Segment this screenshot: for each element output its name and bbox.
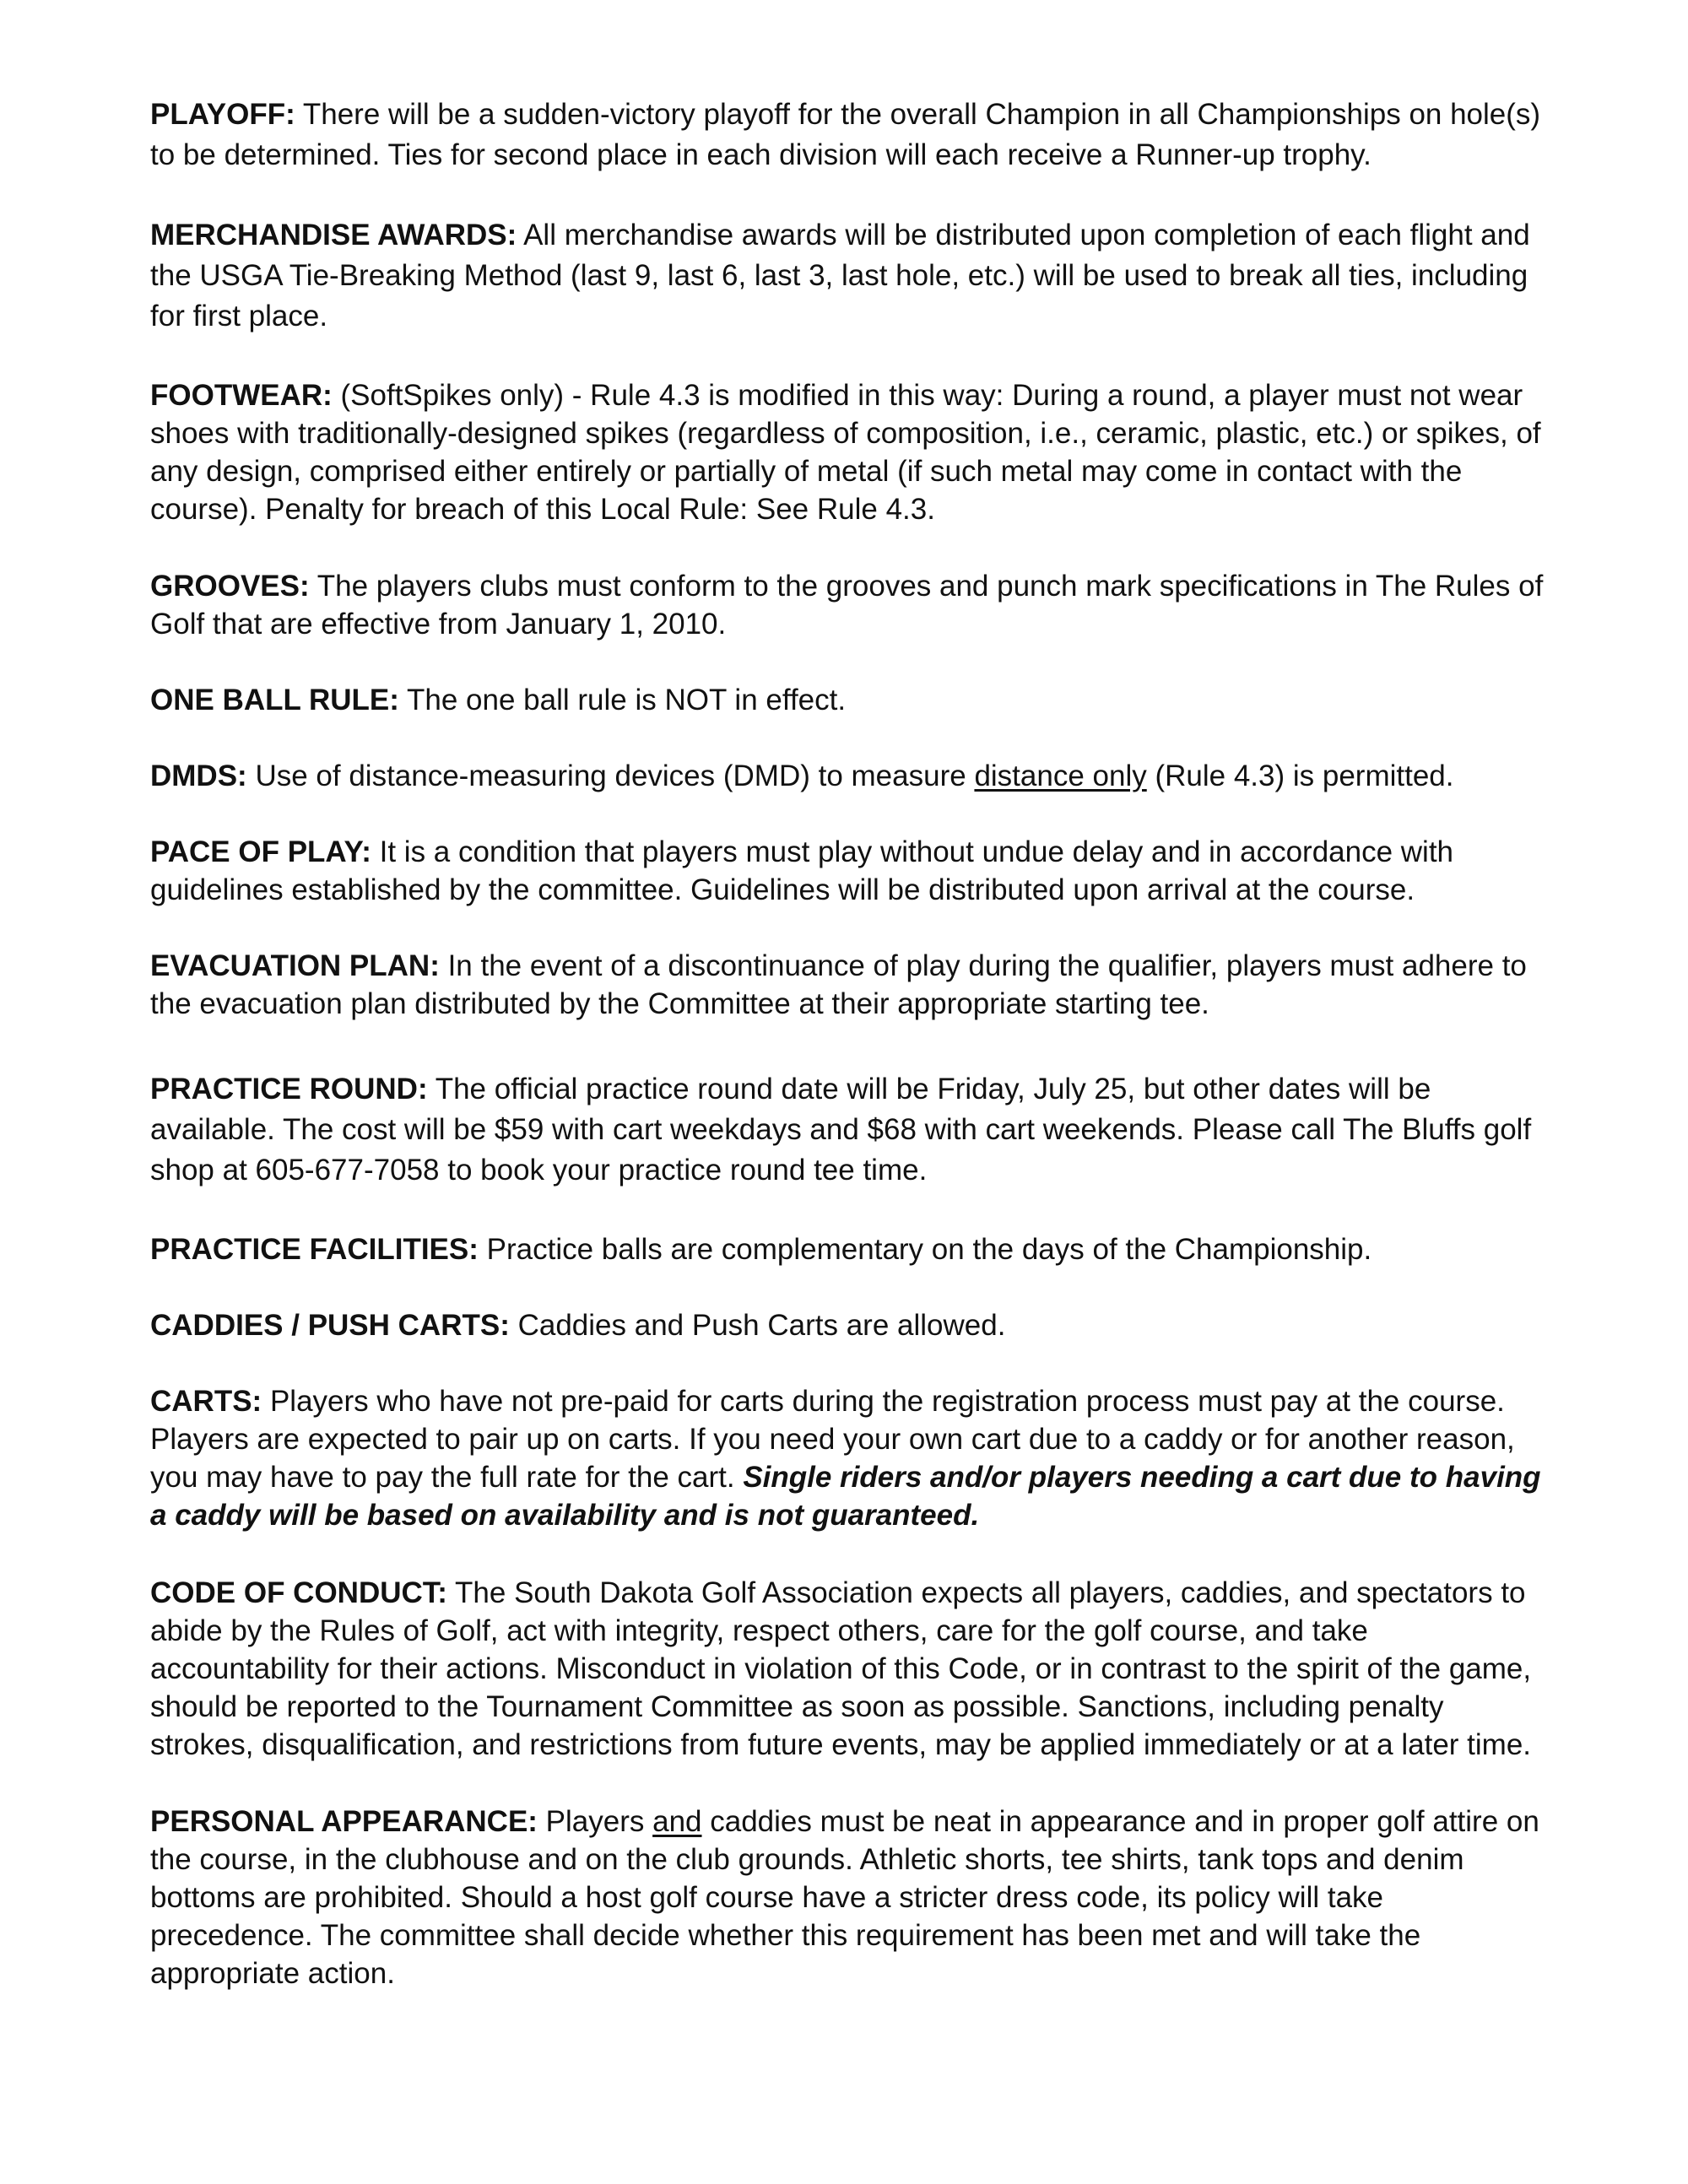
section-text: Use of distance-measuring devices (DMD) to measure: [246, 760, 975, 792]
section-evacuation-plan: [150, 947, 1551, 1023]
section-playoff: [150, 95, 1551, 176]
section-grooves: [150, 567, 1551, 643]
document-page: [150, 95, 1551, 1992]
section-label: EVACUATION PLAN:: [150, 949, 440, 982]
section-one-ball-rule: [150, 681, 1551, 719]
section-text: caddies must be neat in appearance and in proper golf attire on the course, in the clubhouse and on the club grounds. Athletic shorts, tee shirts, tank tops and denim bottoms are prohibited. Should a host golf course have a stricter dress code, its policy will take precedence. The committee shall decide whether this requirement has been met and will take the appropriate action.: [150, 1805, 1539, 1990]
section-text: (Rule 4.3) is permitted.: [1146, 760, 1454, 792]
section-text: Caddies and Push Carts are allowed.: [509, 1309, 1006, 1342]
underlined-text: and: [652, 1805, 702, 1838]
section-text: The one ball rule is NOT in effect.: [398, 684, 847, 716]
section-carts: [150, 1382, 1551, 1534]
section-personal-appearance: [150, 1803, 1551, 1992]
section-label: CODE OF CONDUCT:: [150, 1576, 447, 1609]
section-text: Players who have not pre-paid for carts during the registration process must pay at the course. Players are expected to pair up on carts. If you need your own cart due to a caddy or for another reason, you may have to pay the full rate for the cart.: [150, 1385, 1515, 1494]
section-merchandise-awards: [150, 215, 1551, 337]
section-label: CARTS:: [150, 1385, 262, 1418]
section-text: All merchandise awards will be distributed upon completion of each flight and the USGA Tie-Breaking Method (last 9, last 6, last 3, last hole, etc.) will be used to break all ties, including for first place.: [150, 219, 1530, 332]
section-label: PERSONAL APPEARANCE:: [150, 1805, 538, 1838]
section-practice-facilities: [150, 1230, 1551, 1268]
section-label: FOOTWEAR:: [150, 379, 333, 412]
section-footwear: [150, 376, 1551, 528]
section-label: ONE BALL RULE:: [150, 684, 399, 716]
section-label: MERCHANDISE AWARDS:: [150, 219, 517, 251]
section-text: The South Dakota Golf Association expects all players, caddies, and spectators to abide by the Rules of Golf, act with integrity, respect others, care for the golf course, and take accountability for their actions. Misconduct in violation of this Code, or in contrast to the spirit of the game, should be reported to the Tournament Committee as soon as possible. Sanctions, including penalty strokes, disqualification, and restrictions from future events, may be applied immediately or at a later time.: [150, 1576, 1532, 1761]
section-label: PACE OF PLAY:: [150, 835, 371, 868]
section-label: PRACTICE FACILITIES:: [150, 1233, 479, 1266]
section-code-of-conduct: [150, 1574, 1551, 1764]
section-label: PRACTICE ROUND:: [150, 1073, 428, 1106]
emphasis-text: Single riders and/or players needing a cart due to having a caddy will be based on availability and is not guaranteed.: [150, 1461, 1541, 1532]
section-text: It is a condition that players must play without undue delay and in accordance with guidelines established by the committee. Guidelines will be distributed upon arrival at the course.: [150, 835, 1454, 906]
section-text: In the event of a discontinuance of play during the qualifier, players must adhere to the evacuation plan distributed by the Committee at their appropriate starting tee.: [150, 949, 1527, 1020]
section-text: The official practice round date will be Friday, July 25, but other dates will be available. The cost will be $59 with cart weekdays and $68 with cart weekends. Please call The Bluffs golf shop at 605-677-7058 to book your practice round tee time.: [150, 1073, 1532, 1187]
section-text: (SoftSpikes only) - Rule 4.3 is modified in this way: During a round, a player must not wear shoes with traditionally-designed spikes (regardless of composition, i.e., ceramic, plastic, etc.) or spikes, of any design, comprised either entirely or partially of metal (if such metal may come in contact with the course). Penalty for breach of this Local Rule: See Rule 4.3.: [150, 379, 1541, 526]
section-label: GROOVES:: [150, 570, 310, 603]
section-practice-round: [150, 1069, 1551, 1191]
section-pace-of-play: [150, 833, 1551, 909]
section-label: PLAYOFF:: [150, 98, 295, 131]
section-text: There will be a sudden-victory playoff for the overall Champion in all Championships on hole(s) to be determined. Ties for second place in each division will each receive a Runner-up trophy.: [150, 98, 1541, 171]
section-label: DMDS:: [150, 760, 247, 792]
section-text: The players clubs must conform to the grooves and punch mark specifications in The Rules of Golf that are effective from January 1, 2010.: [150, 570, 1544, 641]
section-dmds: [150, 757, 1551, 795]
underlined-text: distance only: [974, 760, 1147, 792]
section-text: Players: [537, 1805, 653, 1838]
section-text: Practice balls are complementary on the days of the Championship.: [478, 1233, 1372, 1266]
section-caddies-push-carts: [150, 1306, 1551, 1344]
section-label: CADDIES / PUSH CARTS:: [150, 1309, 510, 1342]
